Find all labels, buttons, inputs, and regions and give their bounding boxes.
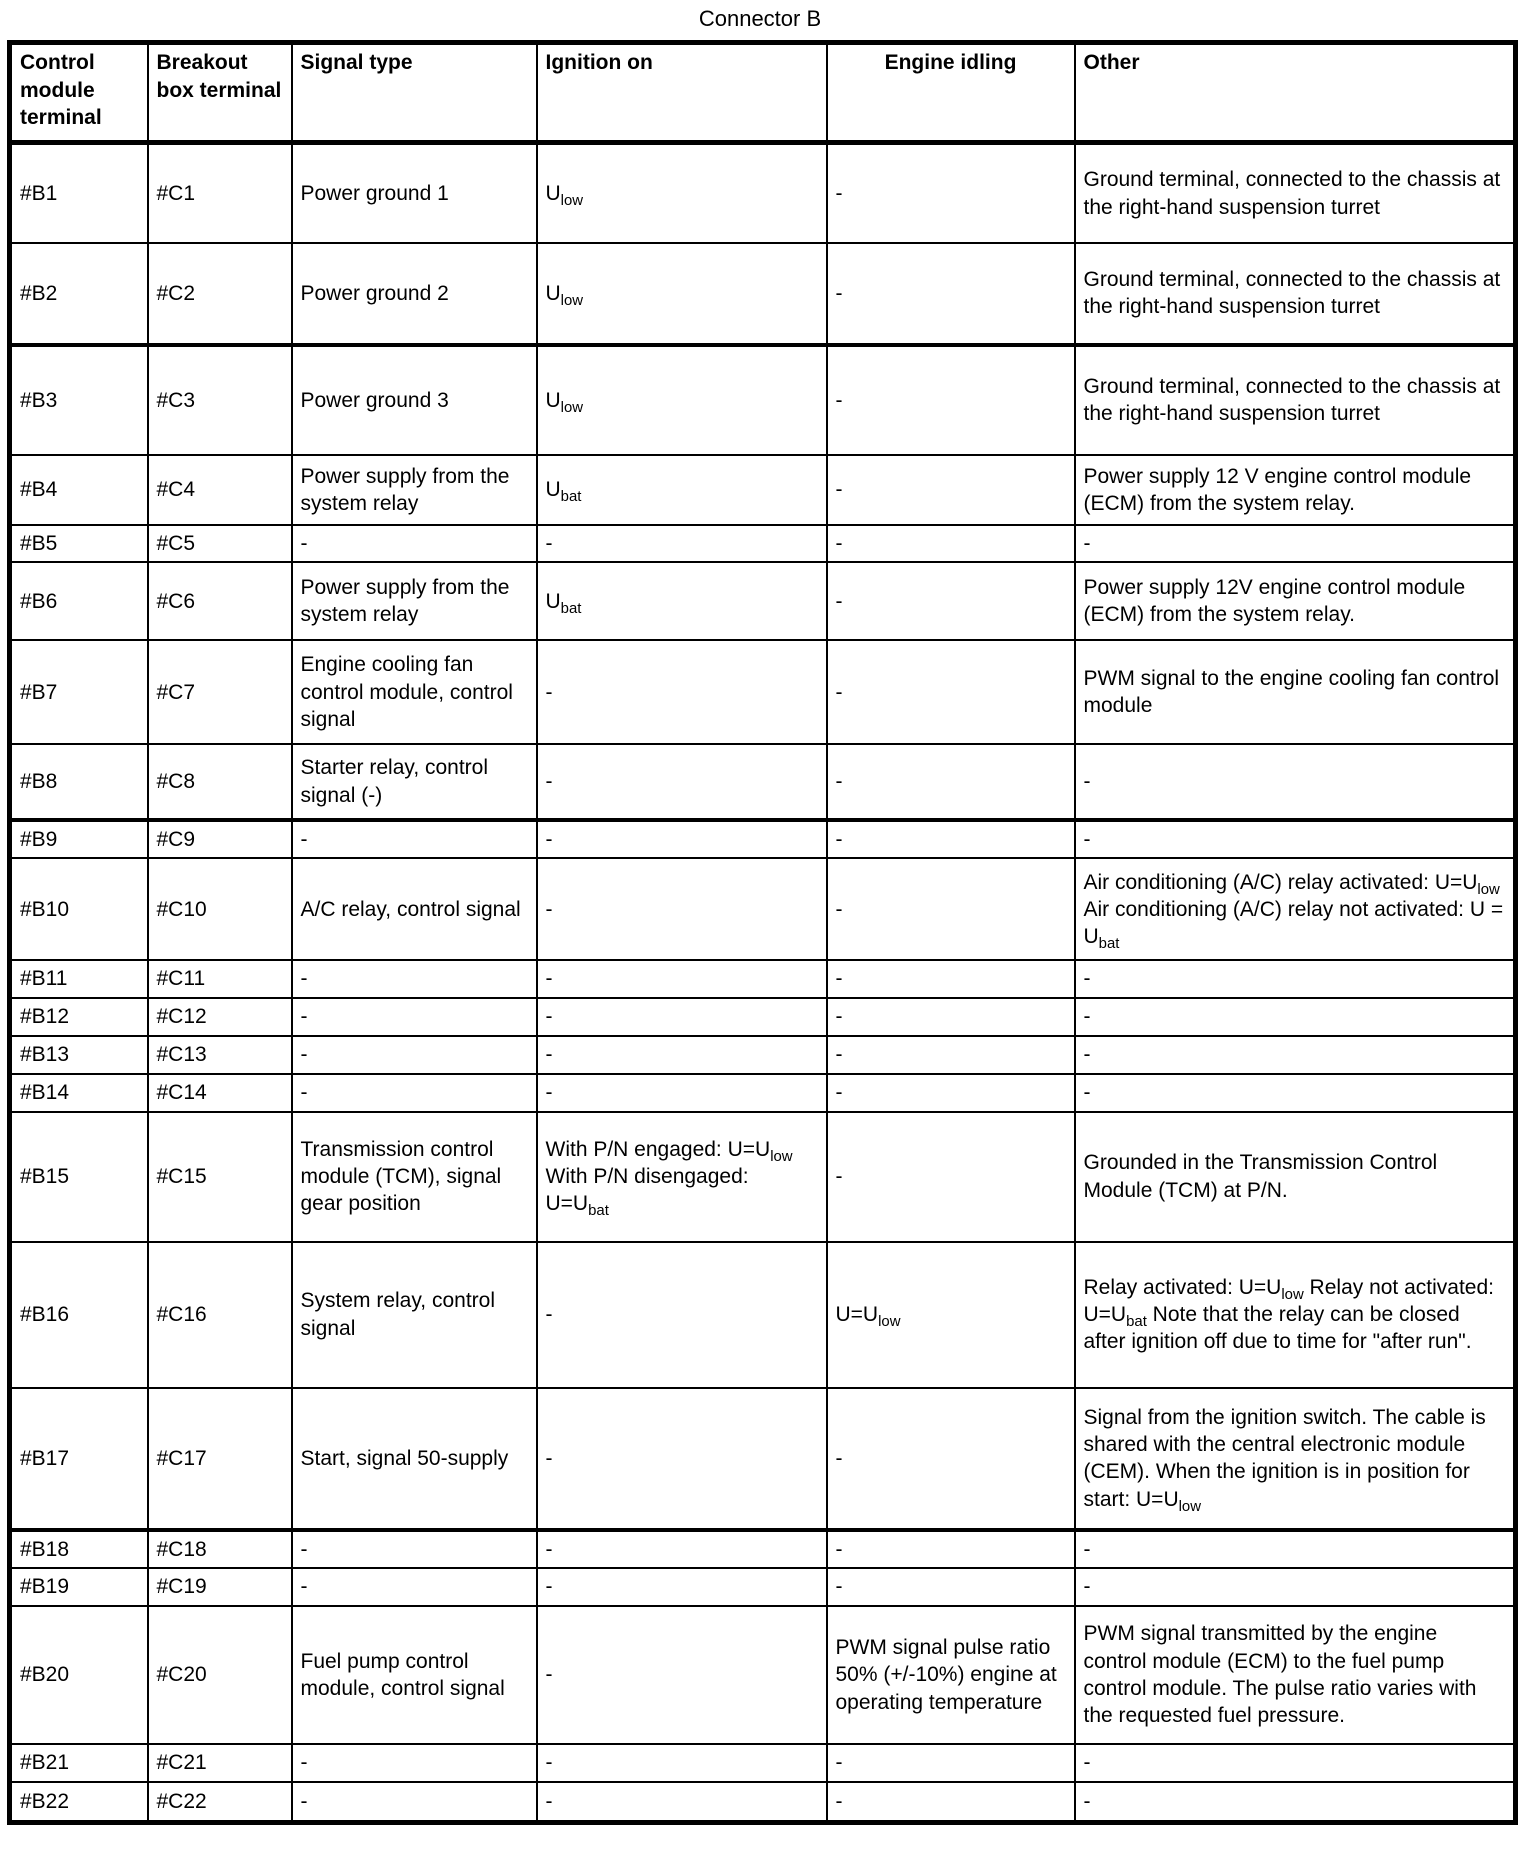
cell-breakout-box-terminal: #C6 — [148, 562, 292, 640]
cell-breakout-box-terminal: #C14 — [148, 1074, 292, 1112]
cell-ignition-on: - — [537, 858, 827, 960]
cell-breakout-box-terminal: #C15 — [148, 1112, 292, 1242]
table-row — [10, 1074, 1516, 1112]
table-row — [10, 744, 1516, 820]
cell-signal-type: - — [292, 998, 537, 1036]
cell-other: PWM signal to the engine cooling fan control module — [1075, 640, 1516, 744]
column-header-other: Other — [1075, 43, 1516, 143]
table-row — [10, 1388, 1516, 1530]
cell-breakout-box-terminal: #C5 — [148, 525, 292, 562]
cell-engine-idling: - — [827, 1036, 1075, 1074]
cell-control-module-terminal: #B17 — [10, 1388, 148, 1530]
cell-ignition-on: - — [537, 1568, 827, 1606]
cell-other: Relay activated: $U=U_{low}$ Relay not activated: $U=U_{bat}$ Note that the relay can be closed after ignition off due to time for "after run". — [1075, 1242, 1516, 1388]
cell-ignition-on: - — [537, 1074, 827, 1112]
cell-other: PWM signal transmitted by the engine control module (ECM) to the fuel pump control module. The pulse ratio varies with the requested fuel pressure. — [1075, 1606, 1516, 1744]
cell-other: Air conditioning (A/C) relay activated: $U=U_{low}$ Air conditioning (A/C) relay not activated: $U = U_{bat}$ — [1075, 858, 1516, 960]
cell-other: Ground terminal, connected to the chassis at the right-hand suspension turret — [1075, 143, 1516, 243]
cell-breakout-box-terminal: #C2 — [148, 243, 292, 345]
cell-signal-type: - — [292, 1530, 537, 1568]
cell-control-module-terminal: #B5 — [10, 525, 148, 562]
cell-control-module-terminal: #B13 — [10, 1036, 148, 1074]
cell-engine-idling: - — [827, 640, 1075, 744]
cell-breakout-box-terminal: #C18 — [148, 1530, 292, 1568]
table-row — [10, 1744, 1516, 1782]
cell-ignition-on: - — [537, 960, 827, 997]
cell-engine-idling: - — [827, 243, 1075, 345]
cell-signal-type: Transmission control module (TCM), signal gear position — [292, 1112, 537, 1242]
cell-signal-type: Power ground 3 — [292, 345, 537, 455]
table-row — [10, 243, 1516, 345]
column-header-signal-type: Signal type — [292, 43, 537, 143]
cell-control-module-terminal: #B7 — [10, 640, 148, 744]
cell-control-module-terminal: #B8 — [10, 744, 148, 820]
cell-signal-type: Starter relay, control signal (-) — [292, 744, 537, 820]
cell-engine-idling: - — [827, 1744, 1075, 1782]
cell-signal-type: Power supply from the system relay — [292, 562, 537, 640]
cell-ignition-on: - — [537, 1744, 827, 1782]
cell-ignition-on: - — [537, 820, 827, 858]
cell-engine-idling: - — [827, 858, 1075, 960]
cell-signal-type: - — [292, 1744, 537, 1782]
cell-other: Grounded in the Transmission Control Module (TCM) at P/N. — [1075, 1112, 1516, 1242]
cell-engine-idling: - — [827, 1112, 1075, 1242]
cell-engine-idling: - — [827, 455, 1075, 525]
cell-control-module-terminal: #B4 — [10, 455, 148, 525]
table-row — [10, 1568, 1516, 1606]
table-row — [10, 1606, 1516, 1744]
cell-signal-type: Engine cooling fan control module, control signal — [292, 640, 537, 744]
table-row — [10, 998, 1516, 1036]
cell-breakout-box-terminal: #C10 — [148, 858, 292, 960]
cell-signal-type: Power ground 2 — [292, 243, 537, 345]
cell-other: - — [1075, 1036, 1516, 1074]
table-body — [10, 143, 1516, 1822]
table-row — [10, 820, 1516, 858]
cell-breakout-box-terminal: #C11 — [148, 960, 292, 997]
cell-engine-idling: - — [827, 1388, 1075, 1530]
cell-signal-type: System relay, control signal — [292, 1242, 537, 1388]
cell-ignition-on: With P/N engaged: $U=U_{low}$ With P/N disengaged: $U=U_{bat}$ — [537, 1112, 827, 1242]
cell-other: - — [1075, 1074, 1516, 1112]
cell-breakout-box-terminal: #C21 — [148, 1744, 292, 1782]
cell-signal-type: Start, signal 50-supply — [292, 1388, 537, 1530]
cell-control-module-terminal: #B11 — [10, 960, 148, 997]
cell-control-module-terminal: #B12 — [10, 998, 148, 1036]
cell-signal-type: - — [292, 1782, 537, 1822]
cell-ignition-on: $U_{low}$ — [537, 243, 827, 345]
cell-other: - — [1075, 744, 1516, 820]
cell-breakout-box-terminal: #C19 — [148, 1568, 292, 1606]
connector-b-pinout-table — [7, 40, 1518, 1824]
table-row — [10, 455, 1516, 525]
table-row — [10, 1530, 1516, 1568]
cell-engine-idling: - — [827, 345, 1075, 455]
cell-signal-type: A/C relay, control signal — [292, 858, 537, 960]
cell-breakout-box-terminal: #C22 — [148, 1782, 292, 1822]
cell-engine-idling: - — [827, 998, 1075, 1036]
table-row — [10, 525, 1516, 562]
cell-control-module-terminal: #B15 — [10, 1112, 148, 1242]
cell-breakout-box-terminal: #C3 — [148, 345, 292, 455]
cell-breakout-box-terminal: #C20 — [148, 1606, 292, 1744]
cell-signal-type: - — [292, 1036, 537, 1074]
cell-control-module-terminal: #B10 — [10, 858, 148, 960]
cell-breakout-box-terminal: #C4 — [148, 455, 292, 525]
cell-ignition-on: - — [537, 1606, 827, 1744]
cell-control-module-terminal: #B1 — [10, 143, 148, 243]
cell-control-module-terminal: #B2 — [10, 243, 148, 345]
cell-signal-type: - — [292, 820, 537, 858]
cell-other: - — [1075, 1568, 1516, 1606]
cell-breakout-box-terminal: #C7 — [148, 640, 292, 744]
cell-control-module-terminal: #B21 — [10, 1744, 148, 1782]
cell-engine-idling: PWM signal pulse ratio 50% (+/-10%) engine at operating temperature — [827, 1606, 1075, 1744]
cell-control-module-terminal: #B16 — [10, 1242, 148, 1388]
cell-breakout-box-terminal: #C17 — [148, 1388, 292, 1530]
cell-control-module-terminal: #B6 — [10, 562, 148, 640]
page-title: Connector B — [698, 6, 822, 31]
cell-engine-idling: - — [827, 143, 1075, 243]
cell-breakout-box-terminal: #C16 — [148, 1242, 292, 1388]
cell-other: Signal from the ignition switch. The cable is shared with the central electronic module (CEM). When the ignition is in position for start: $U=U_{low}$ — [1075, 1388, 1516, 1530]
cell-other: - — [1075, 525, 1516, 562]
cell-control-module-terminal: #B18 — [10, 1530, 148, 1568]
cell-signal-type: - — [292, 1074, 537, 1112]
cell-engine-idling: - — [827, 820, 1075, 858]
table-row — [10, 1036, 1516, 1074]
cell-ignition-on: - — [537, 1530, 827, 1568]
cell-engine-idling: - — [827, 1074, 1075, 1112]
table-row — [10, 960, 1516, 997]
cell-other: Power supply 12 V engine control module (ECM) from the system relay. — [1075, 455, 1516, 525]
cell-control-module-terminal: #B22 — [10, 1782, 148, 1822]
cell-ignition-on: $U_{low}$ — [537, 143, 827, 243]
column-header-engine-idling: Engine idling — [827, 43, 1075, 143]
cell-ignition-on: - — [537, 1242, 827, 1388]
cell-breakout-box-terminal: #C8 — [148, 744, 292, 820]
table-row — [10, 562, 1516, 640]
cell-signal-type: - — [292, 960, 537, 997]
cell-other: - — [1075, 998, 1516, 1036]
cell-ignition-on: - — [537, 640, 827, 744]
cell-engine-idling: - — [827, 960, 1075, 997]
cell-control-module-terminal: #B19 — [10, 1568, 148, 1606]
table-row — [10, 345, 1516, 455]
cell-control-module-terminal: #B14 — [10, 1074, 148, 1112]
column-header-control-module-terminal: Control module terminal — [10, 43, 148, 143]
table-row — [10, 143, 1516, 243]
cell-ignition-on: - — [537, 1036, 827, 1074]
cell-breakout-box-terminal: #C1 — [148, 143, 292, 243]
cell-signal-type: Fuel pump control module, control signal — [292, 1606, 537, 1744]
cell-signal-type: Power supply from the system relay — [292, 455, 537, 525]
cell-engine-idling: - — [827, 1530, 1075, 1568]
cell-breakout-box-terminal: #C13 — [148, 1036, 292, 1074]
cell-other: - — [1075, 1530, 1516, 1568]
cell-ignition-on: $U_{bat}$ — [537, 562, 827, 640]
cell-other: - — [1075, 960, 1516, 997]
cell-signal-type: - — [292, 1568, 537, 1606]
cell-control-module-terminal: #B9 — [10, 820, 148, 858]
cell-engine-idling: - — [827, 562, 1075, 640]
cell-other: Ground terminal, connected to the chassis at the right-hand suspension turret — [1075, 243, 1516, 345]
cell-ignition-on: $U_{low}$ — [537, 345, 827, 455]
table-row — [10, 1112, 1516, 1242]
cell-engine-idling: - — [827, 1568, 1075, 1606]
table-row — [10, 1782, 1516, 1822]
cell-other: Power supply 12V engine control module (ECM) from the system relay. — [1075, 562, 1516, 640]
cell-ignition-on: $U_{bat}$ — [537, 455, 827, 525]
cell-ignition-on: - — [537, 744, 827, 820]
cell-control-module-terminal: #B3 — [10, 345, 148, 455]
cell-engine-idling: - — [827, 744, 1075, 820]
cell-other: - — [1075, 820, 1516, 858]
cell-engine-idling: - — [827, 525, 1075, 562]
cell-ignition-on: - — [537, 525, 827, 562]
column-header-ignition-on: Ignition on — [537, 43, 827, 143]
cell-signal-type: - — [292, 525, 537, 562]
cell-signal-type: Power ground 1 — [292, 143, 537, 243]
table-header-row — [10, 43, 1516, 143]
table-row — [10, 858, 1516, 960]
column-header-breakout-box-terminal: Breakout box terminal — [148, 43, 292, 143]
cell-engine-idling: $U=U_{low}$ — [827, 1242, 1075, 1388]
cell-ignition-on: - — [537, 1782, 827, 1822]
cell-breakout-box-terminal: #C12 — [148, 998, 292, 1036]
cell-breakout-box-terminal: #C9 — [148, 820, 292, 858]
cell-ignition-on: - — [537, 1388, 827, 1530]
cell-ignition-on: - — [537, 998, 827, 1036]
cell-other: - — [1075, 1744, 1516, 1782]
cell-engine-idling: - — [827, 1782, 1075, 1822]
cell-other: - — [1075, 1782, 1516, 1822]
cell-other: Ground terminal, connected to the chassis at the right-hand suspension turret — [1075, 345, 1516, 455]
table-row — [10, 640, 1516, 744]
cell-control-module-terminal: #B20 — [10, 1606, 148, 1744]
table-row — [10, 1242, 1516, 1388]
